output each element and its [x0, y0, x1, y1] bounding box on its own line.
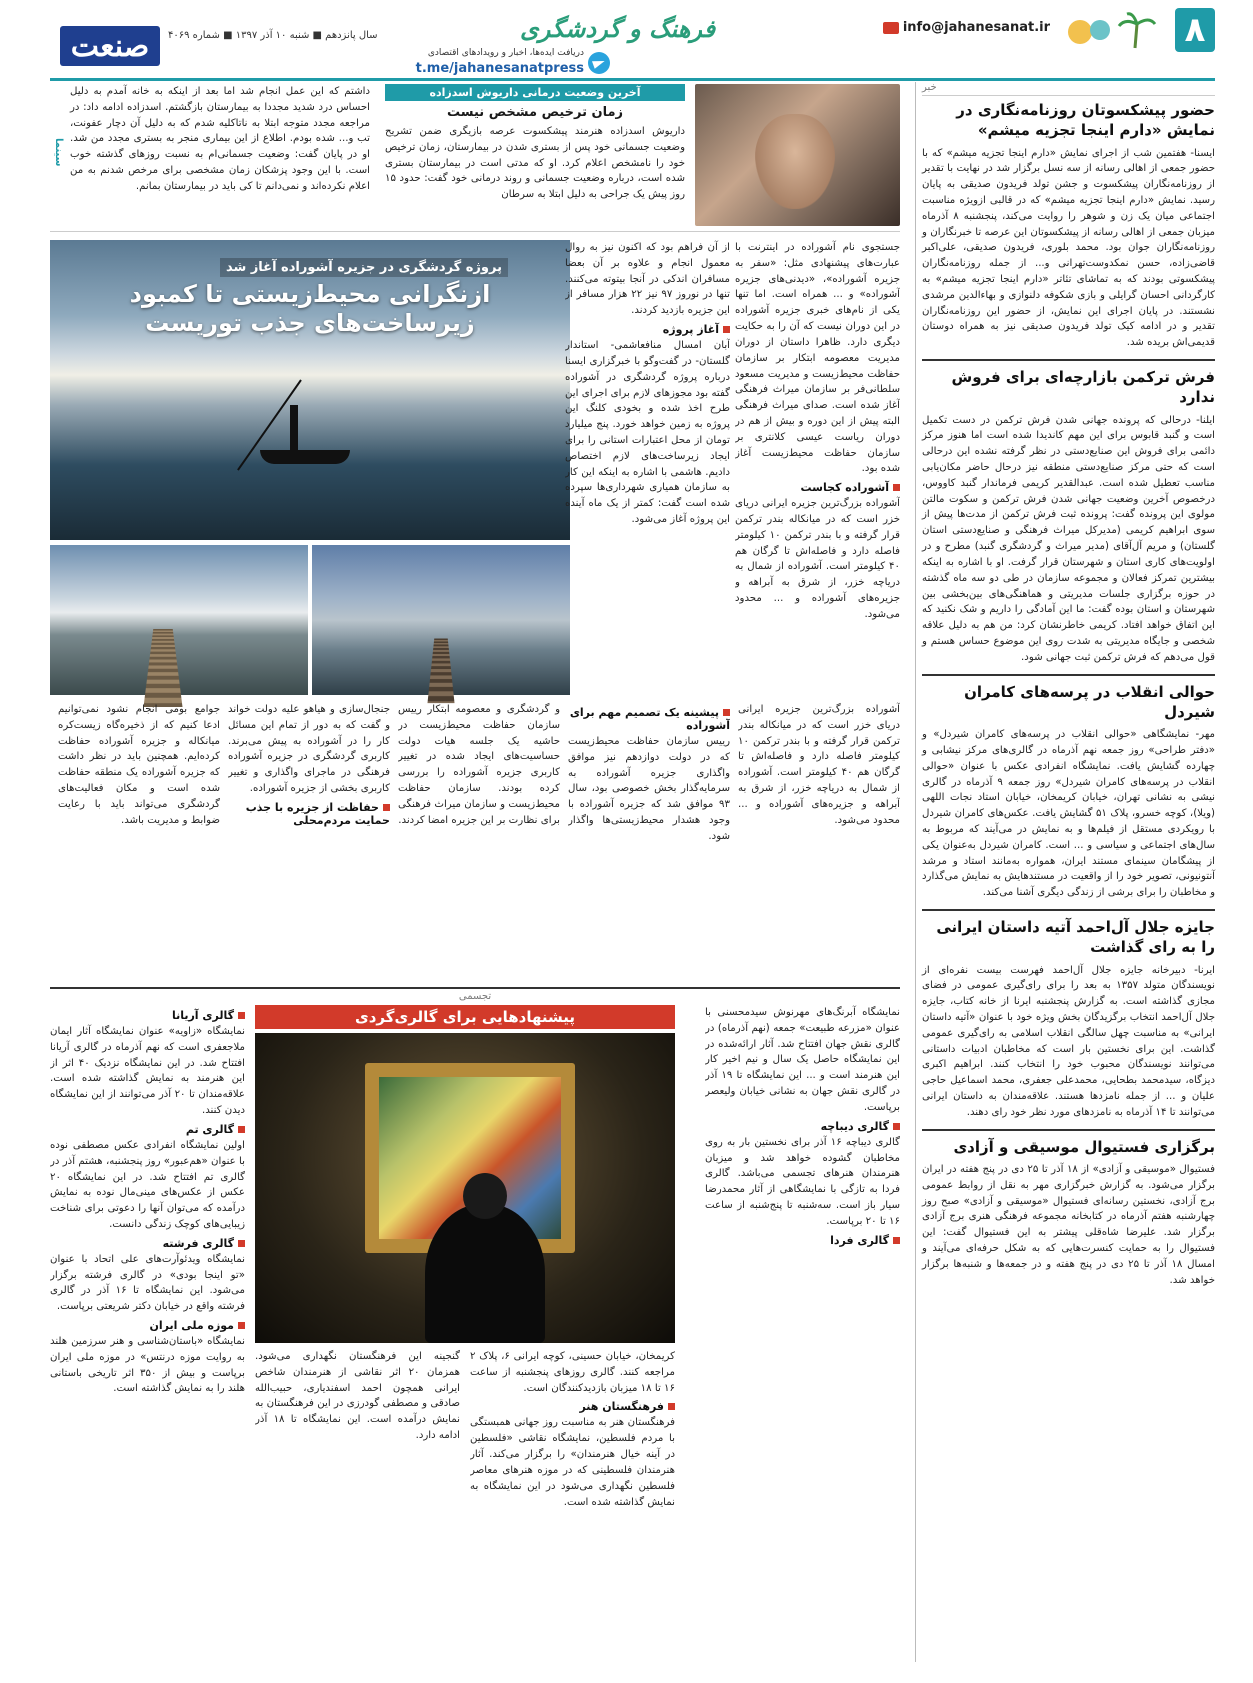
- feature-column: از آن فراهم بود که اکنون نیز به روال معمول انجام و علاوه بر آن بعضا مسافران اندکی در آنجا بیتوته می‌کنند. تنها در نوروز ۹۷ نیز ۲۲ هزار مسافر از این جزیره بازدید کردند. آغاز پروژه آبان امسال منافعاشمی- استاندار گلستان- در گفت‌وگو با خبرگزاری ایسنا درباره پروژه گردشگری در آشوراده گفته بود مجوزهای لازم برای اجرای این طرح اخذ شده و بخودی کلنگ این پروژه به زمین خواهد خورد. پنج میلیارد تومان از محل اعتبارات استانی را برای ایجاد زیرساخت‌های لازم اختصاص دادیم. هاشمی با اشاره به اینکه این کار به سازمان همیاری شهرداری‌ها سپرده شده است گفت: کمتر از یک ماه آینده این پروژه آغاز می‌شود.: [565, 242, 730, 525]
- pier-photo-right: [312, 545, 570, 695]
- feature-column: جستجوی نام آشوراده در اینترنت با عبارت‌های پیشنهادی مثل: «سفر به جزیره آشوراده»، «دیدنی‌های جزیره آشوراده» و ... همراه است. اما تنها یکی از نام‌های خبری جزیره آشوراده در این دوران نیست که آن را به حکایت دیگری دارد. ظاهرا داستان از دوران مدیریت معصومه ابتکار بر سازمان حفاظت محیط‌زیست و مدیریت مسعود سلطانی‌فر بر سازمان میراث فرهنگی آغاز شده است. صدای میراث فرهنگی البته پیش از این دوره و بیش از هم در دوران ریاست عیسی کلانتری بر سازمان حفاظت محیط‌زیست آغاز شده بود. آشوراده کجاست آشوراده بزرگ‌ترین جزیره ایرانی دریای خزر است که در میانکاله بندر ترکمن قرار گرفته و با بندر ترکمن ۱۰ کیلومتر فاصله دارد و فاصله‌اش تا گرگان هم ۴۰ کیلومتر است. آشوراده از شمال به دریاچه خزر، از شرق به آبراهه و جزیره‌های آشوراده و ... محدود می‌شود.: [735, 242, 900, 620]
- article-body: فستیوال «موسیقی و آزادی» از ۱۸ آذر تا ۲۵ دی در پنج هفته در ایران برگزار می‌شود. به گزارش خبرگزاری مهر به نقل از روابط عمومی برج آزادی، نخستین رسانه‌ای فستیوال «موسیقی و آزادی» صبح روز چهارشنبه هفتم آذرماه در کتابخانه مجموعه فرهنگی هنری برج آزادی برگزار شد. علیرضا شاه‌قلی پیشتر به این فستیوال گفت: این فستیوال را به حمایت کنسرت‌هایی که به شکل حرفه‌ای می‌آیند و امسال ۱۸ آذر تا ۲۵ دی در پنج هفته و در جمعه‌ها و شنبه‌ها برگزار خواهد شد.: [922, 1163, 1216, 1286]
- article-divider: [922, 674, 1215, 676]
- header-divider: [50, 78, 1215, 81]
- article-headline: جایزه جلال آل‌احمد آتیه داستان ایرانی را به رای گذاشت: [936, 918, 1215, 957]
- article-body: ایسنا- هفتمین شب از اجرای نمایش «دارم اینجا تجزیه میشم» که با حضور جمعی از اهالی رسانه از سه نسل برگزار شد در نهایت با تقدیر از روزنامه‌نگاران پیشکسوت و جشن تولد فریدون صدیقی به پایان رسید. نمایش «دارم اینجا تجزیه میشم» که در قالبی ازویژه مناسبت اجتماعی میان یک زن و شوهر را روایت می‌کند، پنجشنبه ۸ آذرماه میزبان جمعی از اهالی رسانه از پیشکسوتان این عرصه تا خبرنگاران و روزنامه‌نگاران جوان بود. محمد بلوری، فریدون صدیقی، علی‌اکبر قاضی‌زاده، حسن نمکدوست‌تهرانی و... از جمله روزنامه‌نگاران پیشکسوتی بودند که به تماشای تئاتر «دارم اینجا تجزیه میشم» به کارگردانی احسان گرایلی و بازی شکوفه دلنوازی و بهاءالدین مرشدی نشستند. در پایان اجرای این نمایش، از حضور این روزنامه‌نگاران تقدیر و در ادامه کیک تولد فریدون صدیقی نیز به همراه دوستان قدیمی‌اش بریده شد.: [922, 147, 1215, 349]
- news-article: [922, 100, 1215, 351]
- gallery-column: کریمخان، خیابان حسینی، کوچه ایرانی ۶، پلاک ۲ مراجعه کنند. گالری روزهای پنجشنبه از ساعت ۱۶ تا ۱۸ میزبان بازدیدکنندگان است. فرهنگستان هنر فرهنگستان هنر به مناسبت روز جهانی همبستگی با مردم فلسطین، نمایشگاه نقاشی «فلسطین در آینه خیال هنرمندان» را برگزار می‌کند. آثار هنرمندان فلسطینی که در موزه هنرهای معاصر فلسطین نگهداری می‌شود در این نمایشگاه به نمایش گذاشته شده است.: [470, 1351, 675, 1508]
- gallery-subhead: گالری تم: [50, 1123, 245, 1136]
- pier-photo-left: [50, 545, 308, 695]
- article-headline: برگزاری فستیوال موسیقی و آزادی: [953, 1137, 1215, 1156]
- boat-icon: [260, 450, 350, 464]
- gallery-column-left: گالری آریانا نمایشگاه «زاویه» عنوان نمایشگاه آثار ایمان ملاجعفری است که نهم آذرماه در گالری آریانا افتتاح شد. در این نمایشگاه نزدیک ۴۰ اثر از این هنرمند به نمایش گذاشته شده است. علاقه‌مندان تا ۲۰ آذر می‌توانند از این نمایشگاه دیدن کنند. گالری تم اولین نمایشگاه انفرادی عکس مصطفی نوده با عنوان «هم‌عبور» روز پنجشنبه، هشتم آذر در گالری تم افتتاح شد. در این نمایشگاه ۲۰ عکس از عکس‌های مینی‌مال نوده به نمایش درآمده که می‌توان آنها را دعوتی برای شناخت زیبایی‌های کوچک زندگی دانست. گالری فرشته نمایشگاه ویدئوآرت‌های علی اتحاد با عنوان «تو اینجا بودی» در گالری فرشته برگزار می‌شود. این نمایشگاه تا ۱۶ آذر در گالری فرشته واقع در خیابان دکتر شریعتی برپاست. موزه ملی ایران نمایشگاه «باستان‌شناسی و هنر سرزمین هلند به روایت موزه درنتس» در موزه ملی ایران برپاست و بیش از ۳۵۰ اثر تاریخی باستانی هلند را به نمایش گذاشته است.: [50, 1009, 245, 1395]
- telegram-promo[interactable]: دریافت ایده‌ها، اخبار و رویدادهای اقتصادی t.me/jahanesanatpress: [410, 48, 610, 78]
- feature-subhead: آشوراده کجاست: [735, 481, 900, 494]
- article-headline: فرش ترکمن بازارچه‌ای برای فروش ندارد: [951, 368, 1215, 407]
- email-icon: [883, 22, 899, 34]
- gallery-column-right: نمایشگاه آبرنگ‌های مهرنوش سید‌محسنی با عنوان «مزرعه طبیعت» جمعه (نهم آذرماه) در گالری نقش جهان افتتاح شد. آثار ارائه‌شده در این نمایشگاه حاصل یک سال و نیم اخیر کار این هنرمند است و ... این نمایشگاه تا ۱۹ آذر در گالری نقش جهان به نشانی خیابان ولیعصر برپاست. گالری دیباچه گالری دیباچه ۱۶ آذر برای نخستین بار به روی مخاطبان گشوده خواهد شد و میزبان هنرمندان هنرهای تجسمی می‌باشد. گالری فردا به تازگی با نمایشگاهی از آثار محمدرضا سیار باز است. سه‌شنبه تا پنج‌شنبه از ساعت ۱۶ تا ۲۰ برپاست. گالری فردا: [705, 1007, 900, 1247]
- feature-bottom: [50, 702, 900, 972]
- column-kicker: خبر: [922, 82, 1215, 96]
- gallery-subhead: موزه ملی ایران: [50, 1319, 245, 1332]
- page-header: [50, 8, 1215, 76]
- page-number: ۸: [1175, 8, 1215, 52]
- section-title: فرهنگ و گردشگری: [520, 14, 716, 43]
- lake-boat-photo: [50, 240, 570, 540]
- gallery-subhead: گالری دیباچه: [705, 1120, 900, 1133]
- article-divider: [922, 359, 1215, 361]
- contact-email[interactable]: info@jahanesanat.ir: [883, 20, 1050, 35]
- category-label: سینما: [53, 137, 64, 167]
- gallery-subhead: فرهنگستان هنر: [470, 1400, 675, 1413]
- main-content: [50, 82, 900, 1662]
- gallery-photo: [255, 1033, 675, 1343]
- pier-shape: [144, 629, 183, 707]
- feature-subhead: حفاظت از جزیره با جذب حمایت مردم‌محلی: [228, 801, 390, 827]
- feature-subhead: پیشینه یک تصمیم مهم برای آشوراده: [569, 706, 730, 732]
- interview-box: [385, 84, 685, 226]
- article-headline: حضور پیشکسوتان روزنامه‌نگاری در نمایش «دارم اینجا تجزیه میشم»: [956, 101, 1215, 140]
- pier-shape: [427, 639, 454, 704]
- portrait-photo: [695, 84, 900, 226]
- masks-palm-icon: [1055, 10, 1165, 50]
- feature-column: آشوراده بزرگ‌ترین جزیره ایرانی دریای خزر است که در میانکاله بندر ترکمن قرار گرفته و با بندر ترکمن ۱۰ کیلومتر فاصله دارد و فاصله‌اش تا گرگان هم ۴۰ کیلومتر است. آشوراده از شمال به دریاچه خزر، از شرق به آبراهه و جزیره‌های آشوراده و ... محدود می‌شود.: [738, 704, 900, 826]
- article-headline: حوالی انقلاب در پرسه‌های کامران شیردل: [964, 682, 1215, 721]
- boatman-figure: [290, 405, 298, 453]
- feature-column: پیشینه یک تصمیم مهم برای آشوراده رییس سازمان حفاظت محیط‌زیست که در دولت دوازدهم نیز موافق واگذاری جزیره آشوراده به سرمایه‌گذار بخش خصوصی بود، سال ۹۳ موافق شد که جزیره آشوراده با وجود هشدار محیط‌زیستی‌ها واگذار شود.: [568, 706, 730, 842]
- feature-column: جنجال‌سازی و هیاهو علیه دولت خواند و گفت که به دور از تمام این مسائل کار را در آشوراده به پیش می‌برند. کاربری گردشگری در جزیره آشوراده فرهنگی در ماجرای واگذاری و تغییر کاربری بخشی از جزیره آشوراده. حفاظت از جزیره با جذب حمایت مردم‌محلی: [228, 704, 390, 827]
- feature-column: و گردشگری و معصومه ابتکار رییس سازمان حفاظت محیط‌زیست در حاشیه یک جلسه هیات دولت حساسیت‌های ایجاد شده در تغییر کاربری جزیره آشوراده را بررسی کرده بودند. سازمان حفاظت محیط‌زیست و سازمان میراث فرهنگی برای نظارت بر این جزیره امضا کردند.: [398, 704, 560, 826]
- feature-overline: پروژه گردشگری در جزیره آشوراده آغاز شد: [220, 258, 508, 277]
- news-column: [915, 82, 1215, 1662]
- interview-strip: [50, 82, 900, 232]
- interview-continued: [70, 84, 370, 195]
- newspaper-logo: صنعت: [60, 26, 160, 66]
- feature-story: [50, 240, 900, 975]
- telegram-link[interactable]: t.me/jahanesanatpress: [415, 61, 584, 76]
- article-divider: [922, 1129, 1215, 1131]
- gallery-subhead: گالری فرشته: [50, 1237, 245, 1250]
- news-article: [922, 1137, 1215, 1289]
- section-logo-icon: [1055, 10, 1165, 50]
- news-article: [922, 682, 1215, 901]
- gallery-subhead: گالری آریانا: [50, 1009, 245, 1022]
- gallery-kicker: تجسمی: [458, 991, 492, 1002]
- interview-kicker: آخرین وضعیت درمانی داریوش اسدزاده: [385, 84, 685, 101]
- issue-info: سال پانزدهم ■ شنبه ۱۰ آذر ۱۳۹۷ ■ شماره ۴۰۶۹: [168, 30, 378, 41]
- gallery-subhead: گالری فردا: [705, 1234, 900, 1247]
- telegram-icon: [588, 52, 610, 74]
- gallery-headline: پیشنهادهایی برای گالری‌گردی: [255, 1005, 675, 1029]
- gallery-section: [50, 987, 900, 1667]
- news-article: [922, 917, 1215, 1121]
- feature-subhead: آغاز پروژه: [565, 323, 730, 336]
- article-body: ایرنا- دبیرخانه جایزه جلال آل‌احمد فهرست بیست نفره‌ای از نویسندگان متولد ۱۳۵۷ به بعد را برای رای‌گیری عمومی در فضای مجازی گذاشته است. به گزارش پنجشنبه ایرنا از خانه کتاب، جایزه جلال آل‌احمد انتخاب برگزیدگان بخش ویژه خود با عنوان «آتیه داستان ایرانی» به مناسبت چهل سالگی انقلاب اسلامی به رای‌گیری عمومی گذاشت. این برای نخستین بار است که مخاطبان ادبیات داستانی می‌توانند نویسندگان محبوب خود را انتخاب کنند. ابراهیم اکبری دیزگاه، سیدمحمد بطحایی، محمدعلی جعفری، محمد اسماعیل حاجی علیان و ... از جمله نامزدها هستند. علاقه‌مندان به داستان ایرانی می‌توانند تا ۱۴ آذرماه به نامزدهای مورد نظر خود رای دهند.: [922, 964, 1215, 1118]
- interview-title: زمان ترخیص مشخص نیست: [446, 105, 624, 120]
- article-divider: [922, 909, 1215, 911]
- viewer-figure: [425, 1203, 545, 1343]
- article-body: مهر- نمایشگاهی «حوالی انقلاب در پرسه‌های کامران شیردل» و «دفتر طراحی» روز جمعه نهم آذرماه در گالری‌های مرکز نیشابی و چهارده گشایش یافت. نمایشگاه انفرادی عکس با عنوان «حوالی انقلاب در پرسه‌های کامران شیردل» روز جمعه ۹ آذرماه در گالری نیشی به نشانی تهران، خیابان کریمخان، خیابان استاد نجات اللهی (ویلا)، کوچه خسرو، پلاک ۵۱ گشایش یافت. عکس‌های کامران شیردل با رویکردی مستقل از فیلم‌ها و به نمایش در می‌آیند که مربوط به سال‌های اجتماعی و سیاسی و ... است. کامران شیردل به‌عنوان یکی از پیشگامان سینمای مستند ایران، همواره به‌مانند استاد و مرشد آنتونیونی، تصویر خود را از واقعیت در مستندهایش به نمایش می‌گذارد و مخاطبان را برای برشی از زندگی دیگری آشنا می‌کند.: [922, 729, 1215, 899]
- viewer-head: [463, 1173, 507, 1219]
- interview-body-2: داشتم که این عمل انجام شد اما بعد از اینکه به خانه آمدم به دلیل احساس درد شدید مجددا به بیمارستان بازگشتم. اسدزاده ادامه داد: در مراجعه مجدد متوجه ابتلا به ناتاکلیه شدم که به دلیل آن دچار عفونت، تب و... شده بودم. اطلاع از این بیماری منجر به بستری مجدد من شد. او در پایان گفت: وضعیت جسمانی‌ام به نسبت روزهای گذشته خوب است. با این وجود پزشکان زمان مشخصی برای مرخص شدنم به من اعلام نکرده‌اند و نمی‌دانم تا کی باید در بیمارستان بمانم.: [70, 86, 370, 192]
- news-article: [922, 367, 1215, 666]
- feature-headline: ازنگرانی محیط‌زیستی تا کمبود زیرساخت‌های جذب توریست: [129, 280, 491, 337]
- article-body: ایلنا- درحالی که پرونده جهانی شدن فرش ترکمن در دست تکمیل است و گنبد قابوس برای این مهم کاندیدا شده است اما هنوز مرکز دائمی برای فروش این صنایع‌دستی در نظر گرفته نشده این درحالی است که حتی مرکز صنایع‌دستی منطقه نیز درحال حاضر مکان‌یابی مناسب تعطیل شده است. عبدالقدیر کریمی فرماندار گنبد کاووس، درخصوص آخرین وضعیت جهانی شدن فرش ترکمن و سکوت مالتن مولوی این پرونده گفت: پرونده ثبت فرش ترکمن از مدت‌ها پیش از سوی ابراهیم کریمی (مدیرکل میراث فرهنگی و صنایع‌دستی استان گلستان) و مریم آل‌آقای (مدیر میراث و گردشگری گنبد) مطرح و در اولویت‌های کاری استان و شهرستان قرار گرفت. او با اشاره به اینکه بیشترین تمرکز فعالان و مجموعه سازمان در طی دو سه ماه گذشته در حوزه برگزاری جلسات مدیریتی و هماهنگی‌های بین‌بخشی بین شهرستان و استان بوده گفت: ما این آمادگی را داریم و شک نکنید که این اتفاق خواهد افتاد. کریمی خاطرنشان کرد: من هم به دلیل علاقه شخصی و جایگاه مدیریتی به شدت روی این موضوع حساس هستم و قول می‌دهم که فرش ترکمن ثبت جهانی شود.: [922, 414, 1215, 663]
- feature-column: جوامع بومی انجام نشود نمی‌توانیم ادعا کنیم که از ذخیره‌گاه زیست‌کره میانکاله و جزیره آشوراده حفاظت کرده‌ایم. همچنین باید در نظر داشت که جزیره آشوراده یک منطقه حفاظت شده است و مکان فعالیت‌های گردشگری می‌تواند باید با رعایت ضوابط و مدیریت باشد.: [58, 704, 220, 826]
- gallery-column: گنجینه این فرهنگستان نگهداری می‌شود. همزمان ۲۰ اثر نقاشی از هنرمندان شاخص ایرانی همچون احمد اسفندیاری، حبیب‌الله صادقی و مصطفی گودرزی در این فرهنگستان به نمایش درآمده است. این نمایشگاه تا ۱۸ آذر ادامه دارد.: [255, 1351, 460, 1442]
- gallery-under-photo: [255, 1349, 675, 1649]
- interview-body: داریوش اسدزاده هنرمند پیشکسوت عرصه بازیگری ضمن تشریح وضعیت جسمانی خود پس از بستری شدن در بیمارستان، زمان ترخیص خود را نامشخص اعلام کرد. او که مدتی است در بیمارستان بستری شده است، درباره وضعیت جسمانی و روند درمانی خود گفت: حدود ۱۵ روز پیش یک جراحی به دلیل ابتلا به سرطان: [385, 126, 685, 201]
